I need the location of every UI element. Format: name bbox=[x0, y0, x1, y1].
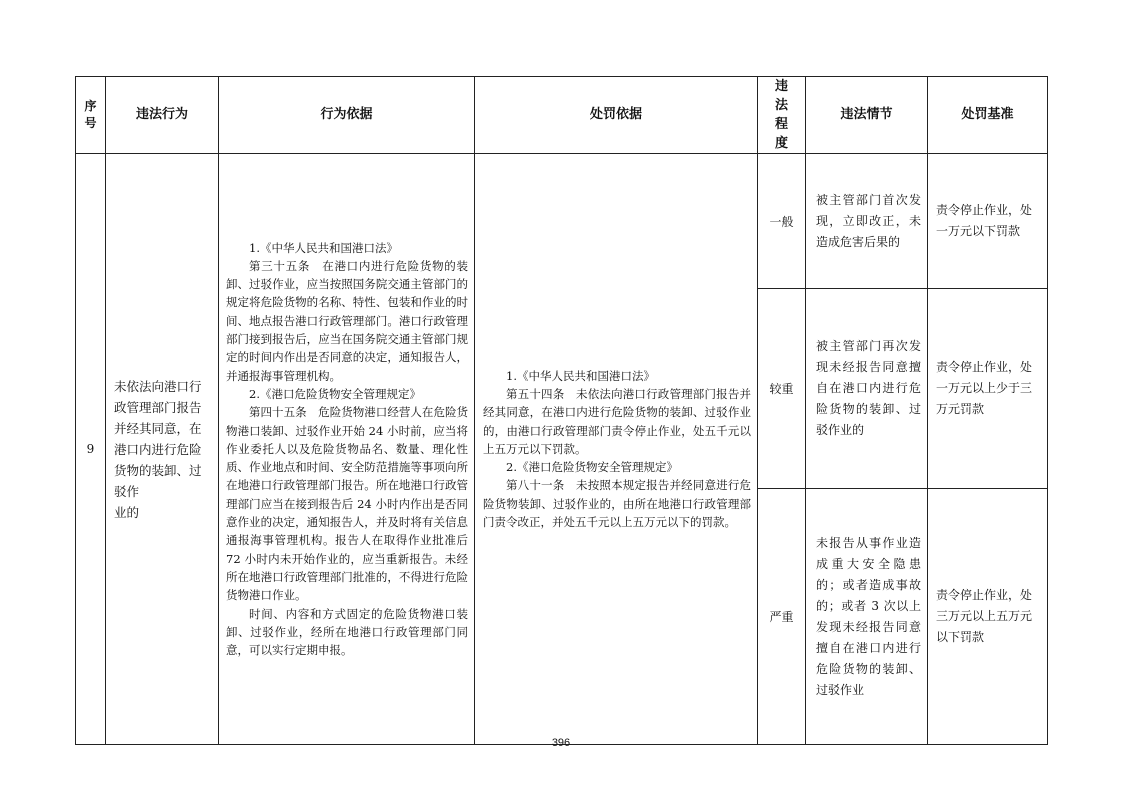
basis-paragraph: 1.《中华人民共和国港口法》 bbox=[249, 240, 398, 255]
header-row bbox=[76, 77, 1048, 154]
penalty-paragraph: 1.《中华人民共和国港口法》 bbox=[506, 368, 655, 383]
header-seq: 序号 bbox=[76, 77, 106, 154]
standard-general: 责令停止作业，处一万元以下罚款 bbox=[928, 154, 1048, 289]
header-degree: 违法程度 bbox=[758, 77, 806, 154]
standard-severe: 责令停止作业，处三万元以上五万元以下罚款 bbox=[928, 489, 1048, 745]
act-line: 港口内进行危险 bbox=[114, 441, 202, 457]
act-line: 政管理部门报告 bbox=[114, 399, 202, 415]
table-row bbox=[76, 154, 1048, 289]
circumstance-severe: 未报告从事作业造成重大安全隐患的；或者造成事故的；或者 3 次以上发现未经报告同意擅自在港口内进行危险货物的装卸、过驳作业 bbox=[806, 489, 928, 745]
penalty-paragraph: 第五十四条 未依法向港口行政管理部门报告并经其同意，在港口内进行危险货物的装卸、过驳作业的，由港口行政管理部门责令停止作业，处五千元以上五万元以下罚款。 bbox=[483, 386, 751, 456]
act-line: 货物的装卸、过 bbox=[114, 462, 202, 478]
basis-paragraph: 第三十五条 在港口内进行危险货物的装卸、过驳作业，应当按照国务院交通主管部门的规定将危险货物的名称、特性、包装和作业的时间、地点报告港口行政管理部门。港口行政管理部门接到报告后，应当在国务院交通主管部门规定的时间内作出是否同意的决定，通知报告人，并通报海事管理机构。 bbox=[226, 258, 468, 383]
circumstance-general: 被主管部门首次发现，立即改正，未造成危害后果的 bbox=[806, 154, 928, 289]
act-line: 业的 bbox=[114, 504, 140, 520]
act-line: 未依法向港口行 bbox=[114, 378, 202, 394]
circumstance-serious: 被主管部门再次发现未经报告同意擅自在港口内进行危险货物的装卸、过驳作业的 bbox=[806, 289, 928, 489]
header-penalty-basis: 处罚依据 bbox=[475, 77, 758, 154]
row-seq: 9 bbox=[76, 154, 106, 745]
behavior-basis bbox=[219, 154, 475, 745]
degree-general: 一般 bbox=[758, 154, 806, 289]
enforcement-table bbox=[75, 76, 1048, 745]
page-number: 396 bbox=[551, 737, 571, 749]
standard-serious: 责令停止作业，处一万元以上少于三万元罚款 bbox=[928, 289, 1048, 489]
degree-severe: 严重 bbox=[758, 489, 806, 745]
act-line: 驳作 bbox=[114, 483, 140, 499]
basis-paragraph: 时间、内容和方式固定的危险货物港口装卸、过驳作业，经所在地港口行政管理部门同意，可以实行定期申报。 bbox=[226, 606, 468, 658]
penalty-paragraph: 第八十一条 未按照本规定报告并经同意进行危险货物装卸、过驳作业的，由所在地港口行政管理部门责令改正，并处五千元以上五万元以下的罚款。 bbox=[483, 478, 751, 530]
header-basis: 行为依据 bbox=[219, 77, 475, 154]
degree-serious: 较重 bbox=[758, 289, 806, 489]
basis-paragraph: 第四十五条 危险货物港口经营人在危险货物港口装卸、过驳作业开始 24 小时前，应当将作业委托人以及危险货物品名、数量、理化性质、作业地点和时间、安全防范措施等事项向所在地港口行政管理部门报告。所在地港口行政管理部门应当在接到报告后 24 小时内作出是否同意作业的决定，通知报告人，并及时将有关信息通报海事管理机构。报告人在取得作业批准后 72 小时内未开始作业的，应当重新报告。未经所在地港口行政管理部门批准的，不得进行危险货物港口作业。 bbox=[226, 405, 468, 603]
header-circumstance: 违法情节 bbox=[806, 77, 928, 154]
header-act: 违法行为 bbox=[106, 77, 219, 154]
basis-paragraph: 2.《港口危险货物安全管理规定》 bbox=[249, 386, 421, 401]
act-line: 并经其同意，在 bbox=[114, 420, 202, 436]
penalty-paragraph: 2.《港口危险货物安全管理规定》 bbox=[506, 460, 678, 475]
header-standard: 处罚基准 bbox=[928, 77, 1048, 154]
penalty-basis bbox=[475, 154, 758, 745]
violation-act bbox=[106, 154, 219, 745]
